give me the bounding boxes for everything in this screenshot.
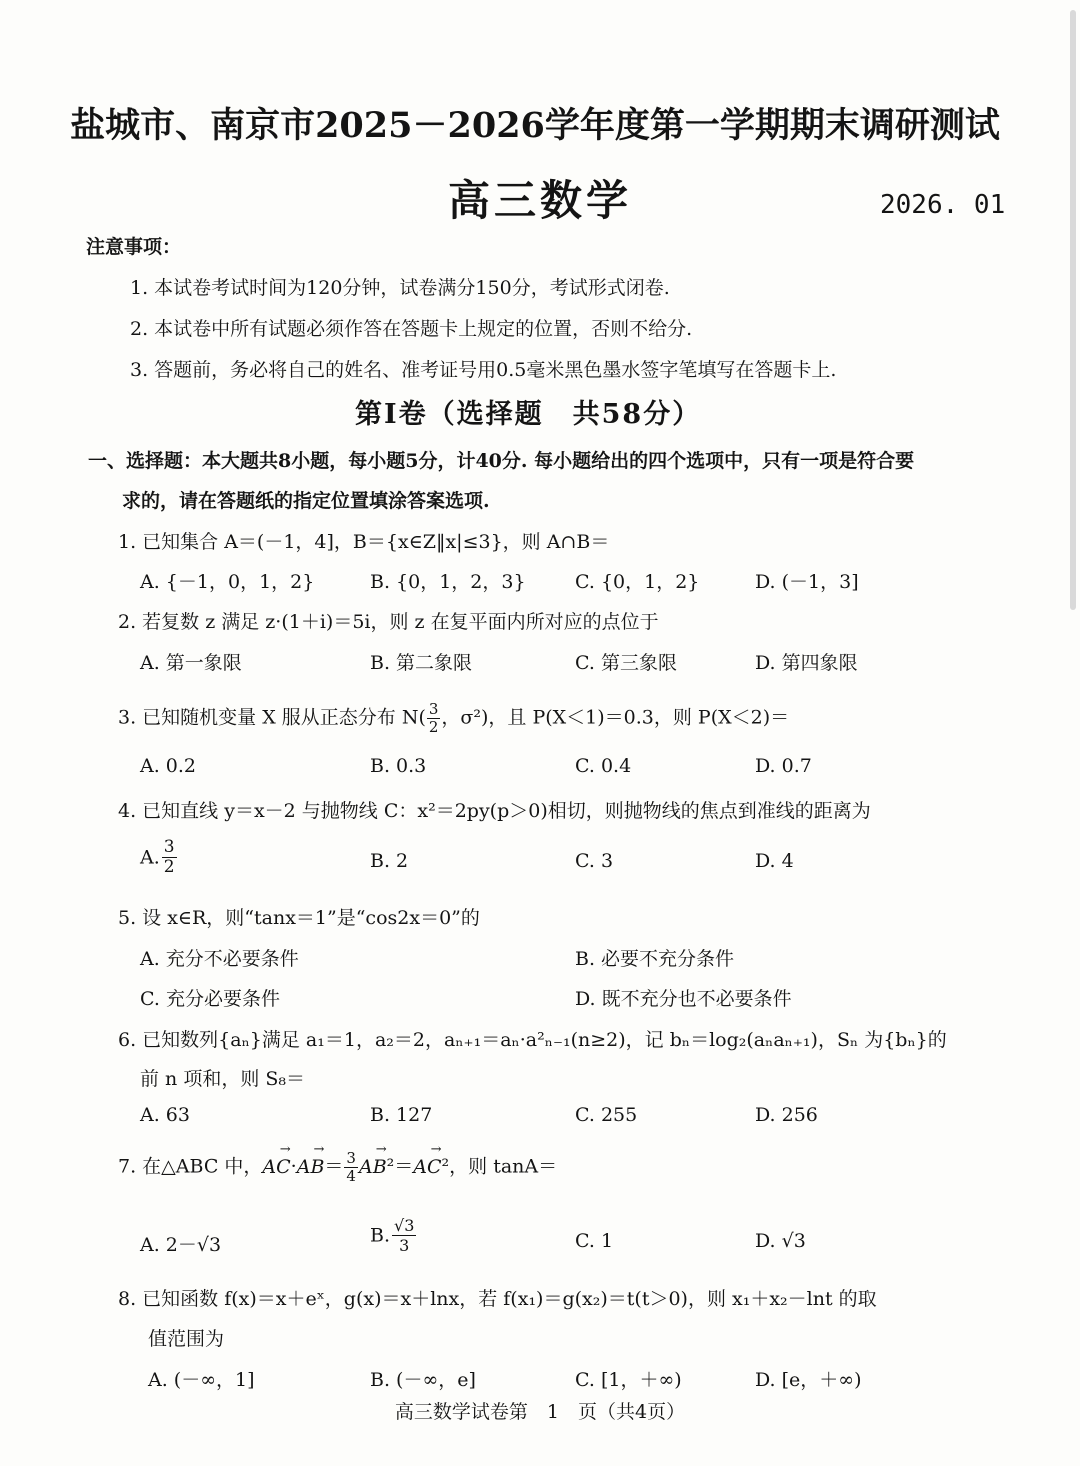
question-2-option-a: A. 第一象限 <box>140 652 242 674</box>
question-6-option-a: A. 63 <box>140 1104 190 1126</box>
question-7-option-d: D. √3 <box>755 1230 806 1252</box>
fraction-numerator: √3 <box>394 1216 415 1235</box>
question-5-option-d: D. 既不充分也不必要条件 <box>575 988 792 1010</box>
question-6-option-d: D. 256 <box>755 1104 818 1126</box>
question-7-stem-before: 7. 在△ABC 中， <box>118 1155 263 1178</box>
question-5-stem: 5. 设 x∈R，则“tanx＝1”是“cos2x＝0”的 <box>118 907 480 929</box>
fraction-denominator: 4 <box>346 1167 356 1185</box>
fraction-denominator: 3 <box>399 1236 410 1255</box>
vector-arrow-icon: → <box>313 1141 325 1157</box>
question-2-stem: 2. 若复数 z 满足 z·(1＋i)＝5i，则 z 在复平面内所对应的点位于 <box>118 611 659 633</box>
question-8-stem: 8. 已知函数 f(x)＝x＋eˣ，g(x)＝x＋lnx，若 f(x₁)＝g(x₂)＝t(t＞0)，则 x₁＋x₂－lnt 的取 <box>118 1288 877 1310</box>
question-7-option-b <box>370 1216 416 1255</box>
question-6-option-c: C. 255 <box>575 1104 638 1126</box>
vector-arrow-icon: → <box>375 1141 387 1157</box>
question-1-option-a: A. {－1，0，1，2} <box>140 571 315 593</box>
subject-title: 高三数学 <box>448 176 633 225</box>
section-heading: 第Ⅰ卷（选择题 共58分） <box>355 399 702 430</box>
notice-item: 1. 本试卷考试时间为120分钟，试卷满分150分，考试形式闭卷. <box>130 277 670 299</box>
question-1-option-b: B. {0，1，2，3} <box>370 571 526 593</box>
question-7-stem-after: ²，则 tanA＝ <box>441 1155 558 1178</box>
question-7-option-a: A. 2－√3 <box>140 1234 222 1256</box>
question-1-option-d: D. (－1，3] <box>755 571 859 593</box>
question-8-option-b: B. (－∞，e] <box>370 1369 476 1391</box>
question-6-option-b: B. 127 <box>370 1104 433 1126</box>
vector-ac-squared: AC → <box>413 1141 442 1178</box>
notice-heading: 注意事项： <box>86 236 182 258</box>
fraction <box>392 1216 416 1255</box>
vector-arrow-icon: → <box>430 1141 442 1157</box>
exam-title: 盐城市、南京市2025－2026学年度第一学期期末调研测试 <box>70 105 1000 146</box>
scrollbar[interactable] <box>1070 10 1076 610</box>
equals: ＝ <box>324 1155 344 1178</box>
notice-item: 2. 本试卷中所有试题必须作答在答题卡上规定的位置，否则不给分. <box>130 318 693 340</box>
question-4-option-c: C. 3 <box>575 850 614 872</box>
question-7-stem <box>118 1141 558 1185</box>
fraction-numerator: 3 <box>163 837 175 857</box>
question-3-option-c: C. 0.4 <box>575 755 632 777</box>
squared-equals: ²＝ <box>386 1155 414 1178</box>
vector-arrow-icon: → <box>279 1141 291 1157</box>
vector-ab-squared: AB → <box>358 1141 387 1178</box>
question-3-option-b: B. 0.3 <box>370 755 427 777</box>
fraction <box>162 838 177 877</box>
vector-ab: AB → <box>296 1141 325 1178</box>
question-5-option-a: A. 充分不必要条件 <box>140 948 299 970</box>
option-letter: A. <box>140 846 160 869</box>
question-8-option-d: D. [e，＋∞) <box>755 1369 862 1391</box>
question-8-option-c: C. [1，＋∞) <box>575 1369 682 1391</box>
dot-operator: · <box>290 1155 297 1178</box>
fraction-numerator: 3 <box>428 700 439 718</box>
question-4-option-a <box>140 838 177 877</box>
question-6-stem-cont: 前 n 项和，则 S₈＝ <box>140 1068 305 1090</box>
question-3-stem-before: 3. 已知随机变量 X 服从正态分布 N( <box>118 706 426 729</box>
fraction-denominator: 2 <box>163 857 175 877</box>
part-instruction: 一、选择题：本大题共8小题，每小题5分，计40分. 每小题给出的四个选项中，只有一项是符合要 <box>88 450 915 472</box>
notice-item: 3. 答题前，务必将自己的姓名、准考证号用0.5毫米黑色墨水签字笔填写在答题卡上. <box>130 359 837 381</box>
question-3-option-a: A. 0.2 <box>140 755 197 777</box>
question-8-option-a: A. (－∞，1] <box>148 1369 255 1391</box>
question-3-stem <box>118 701 789 736</box>
fraction <box>427 701 441 736</box>
question-3-option-d: D. 0.7 <box>755 755 812 777</box>
option-letter: B. <box>370 1224 391 1247</box>
question-8-stem-cont: 值范围为 <box>148 1328 225 1350</box>
question-1-stem: 1. 已知集合 A＝(－1，4]，B＝{x∈Z‖x|≤3}，则 A∩B＝ <box>118 531 610 553</box>
fraction <box>344 1150 358 1185</box>
question-3-stem-after: ，σ²)，且 P(X＜1)＝0.3，则 P(X＜2)＝ <box>441 706 790 729</box>
part-instruction-cont: 求的，请在答题纸的指定位置填涂答案选项. <box>122 490 490 512</box>
question-2-option-c: C. 第三象限 <box>575 652 677 674</box>
page-footer: 高三数学试卷第 1 页（共4页） <box>394 1401 686 1423</box>
question-1-option-c: C. {0，1，2} <box>575 571 700 593</box>
question-6-stem: 6. 已知数列{aₙ}满足 a₁＝1，a₂＝2，aₙ₊₁＝aₙ·a²ₙ₋₁(n≥2)，记 bₙ＝log₂(aₙaₙ₊₁)，Sₙ 为{bₙ}的 <box>118 1029 947 1051</box>
exam-date: 2026. 01 <box>880 190 1006 220</box>
question-4-stem: 4. 已知直线 y＝x－2 与抛物线 C：x²＝2py(p＞0)相切，则抛物线的焦点到准线的距离为 <box>118 800 871 822</box>
vector-ac: AC → <box>262 1141 291 1178</box>
question-7-option-c: C. 1 <box>575 1230 614 1252</box>
fraction-denominator: 2 <box>428 718 439 736</box>
question-2-option-b: B. 第二象限 <box>370 652 473 674</box>
fraction-numerator: 3 <box>346 1149 356 1167</box>
question-5-option-b: B. 必要不充分条件 <box>575 948 735 970</box>
question-2-option-d: D. 第四象限 <box>755 652 858 674</box>
question-4-option-b: B. 2 <box>370 850 409 872</box>
question-5-option-c: C. 充分必要条件 <box>140 988 280 1010</box>
question-4-option-d: D. 4 <box>755 850 794 872</box>
